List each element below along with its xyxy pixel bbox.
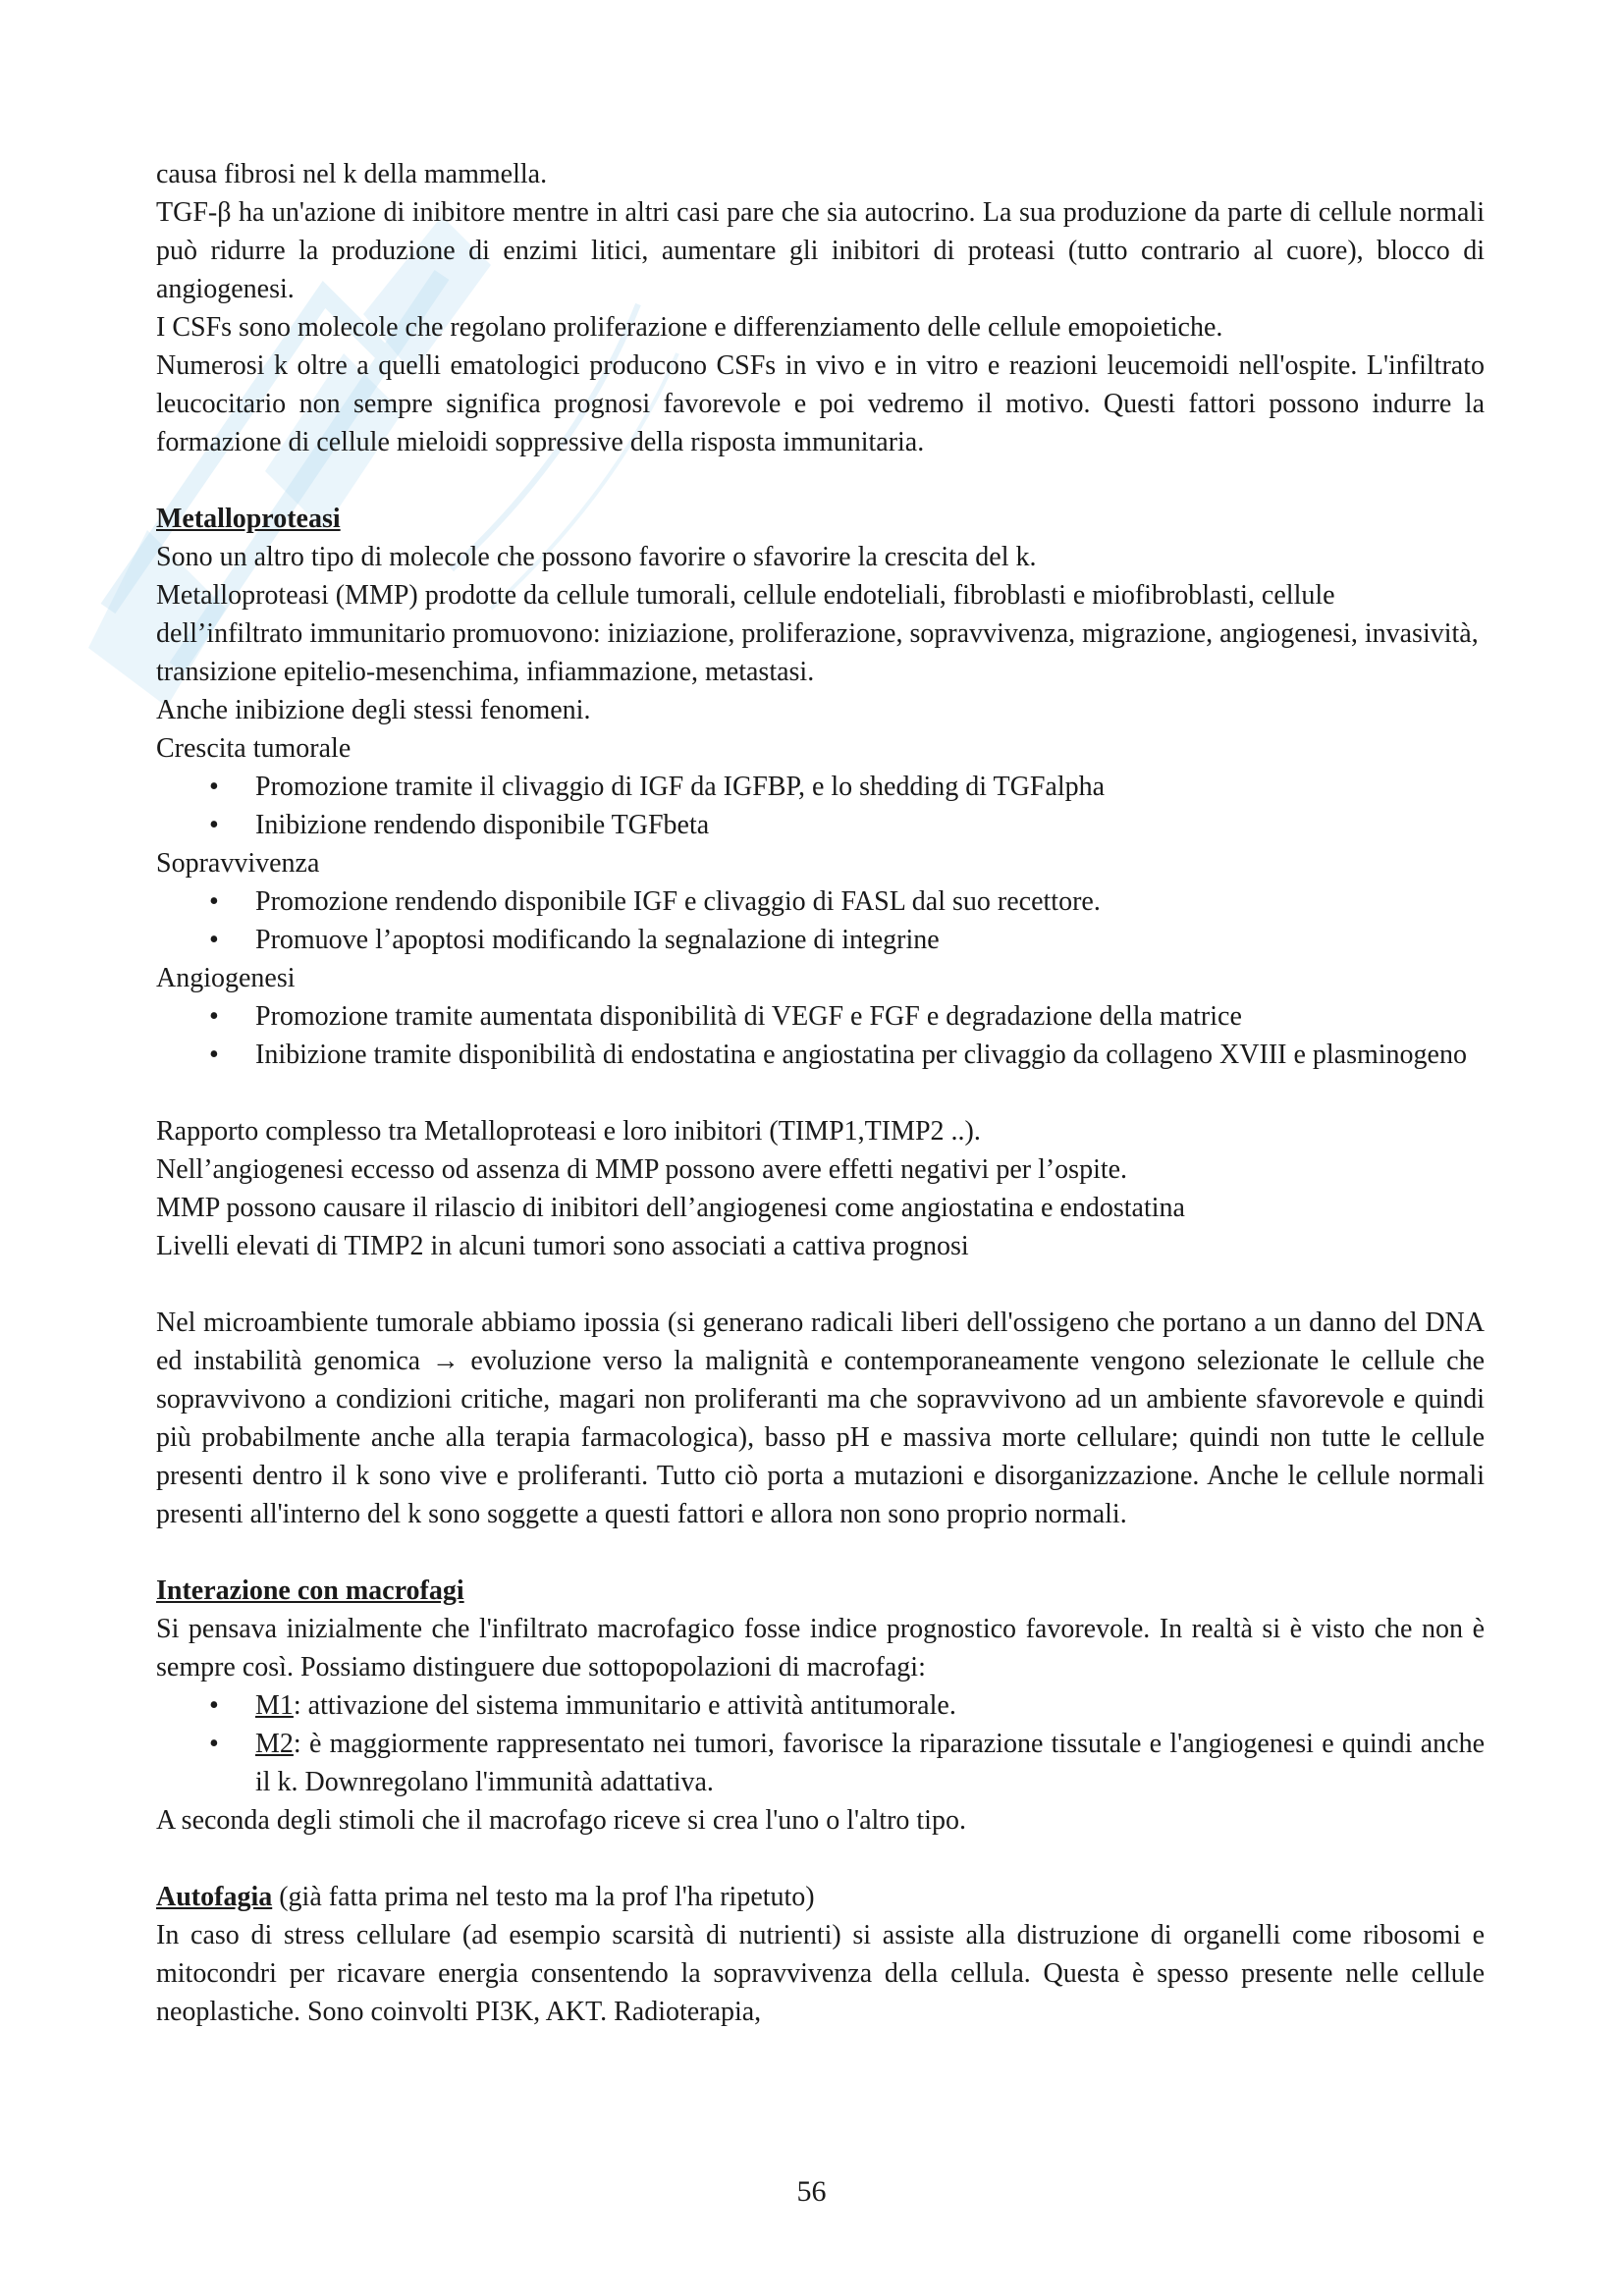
- rapporto-line-4: Livelli elevati di TIMP2 in alcuni tumori sono associati a cattiva prognosi: [156, 1231, 969, 1261]
- macrofagi-list: [156, 1686, 1485, 1801]
- bullet-icon: •: [209, 1001, 219, 1032]
- intro-tgf-paragraph: TGF-β ha un'azione di inibitore mentre in altri casi pare che sia autocrino. La sua produzione da parte di cellule normali può ridurre la produzione di enzimi litici, aumentare gli inibitori di proteasi (tutto contrario al cuore), blocco di angiogenesi.: [156, 197, 1485, 304]
- crescita-list: [156, 768, 1485, 844]
- list-item: • Promozione tramite il clivaggio di IGF da IGFBP, e lo shedding di TGFalpha: [156, 768, 1485, 806]
- subhead-angiogenesi: Angiogenesi: [156, 963, 296, 993]
- angiogenesi-list: [156, 997, 1485, 1074]
- macrofagi-paragraph-2: A seconda degli stimoli che il macrofago riceve si crea l'uno o l'altro tipo.: [156, 1805, 966, 1836]
- bullet-icon: •: [209, 810, 219, 840]
- page-number: 56: [796, 2175, 827, 2208]
- list-item: • Inibizione tramite disponibilità di endostatina e angiostatina per clivaggio da collageno XVIII e plasminogeno: [156, 1036, 1485, 1074]
- section-heading-macrofagi: Interazione con macrofagi: [156, 1575, 464, 1606]
- list-item: • Promozione tramite aumentata disponibilità di VEGF e FGF e degradazione della matrice: [156, 997, 1485, 1036]
- rapporto-line-3: MMP possono causare il rilascio di inibitori dell’angiogenesi come angiostatina e endostatina: [156, 1193, 1185, 1223]
- macrofagi-paragraph-1: Si pensava inizialmente che l'infiltrato macrofagico fosse indice prognostico favorevole. In realtà si è visto che non è sempre così. Possiamo distinguere due sottopopolazioni di macrofagi:: [156, 1614, 1485, 1682]
- intro-line-1: causa fibrosi nel k della mammella.: [156, 159, 548, 189]
- subhead-crescita: Crescita tumorale: [156, 733, 352, 764]
- metallo-paragraph-3: Anche inibizione degli stessi fenomeni.: [156, 695, 591, 725]
- rapporto-line-1: Rapporto complesso tra Metalloproteasi e loro inibitori (TIMP1,TIMP2 ..).: [156, 1116, 981, 1147]
- subhead-sopravvivenza: Sopravvivenza: [156, 848, 320, 879]
- intro-csf-paragraph: Numerosi k oltre a quelli ematologici producono CSFs in vivo e in vitro e reazioni leucemoidi nell'ospite. L'infiltrato leucocitario non sempre significa prognosi favorevole e poi vedremo il motivo. Questi fattori possono indurre la formazione di cellule mieloidi soppressive della risposta immunitaria.: [156, 350, 1485, 457]
- section-heading-autofagia: Autofagia: [156, 1882, 273, 1912]
- m1-label: M1: [255, 1690, 294, 1721]
- list-item: • M2: è maggiormente rappresentato nei tumori, favorisce la riparazione tissutale e l'angiogenesi e quindi anche il k. Downregolano l'immunità adattativa.: [156, 1725, 1485, 1801]
- section-heading-metalloproteasi: Metalloproteasi: [156, 504, 341, 534]
- list-item: • Inibizione rendendo disponibile TGFbeta: [156, 806, 1485, 844]
- metallo-paragraph-2: Metalloproteasi (MMP) prodotte da cellule tumorali, cellule endoteliali, fibroblasti e miofibroblasti, cellule dell’infiltrato immunitario promuovono: iniziazione, proliferazione, sopravvivenza, migrazione, angiogenesi, invasività, transizione epitelio-mesenchima, infiammazione, metastasi.: [156, 580, 1479, 687]
- bullet-icon: •: [209, 772, 219, 802]
- list-item: • M1: attivazione del sistema immunitario e attività antitumorale.: [156, 1686, 1485, 1725]
- m2-label: M2: [255, 1729, 294, 1759]
- autofagia-paragraph: In caso di stress cellulare (ad esempio scarsità di nutrienti) si assiste alla distruzione di organelli come ribosomi e mitocondri per ricavare energia consentendo la sopravvivenza della cellula. Questa è spesso presente nelle cellule neoplastiche. Sono coinvolti PI3K, AKT. Radioterapia,: [156, 1920, 1485, 2027]
- bullet-icon: •: [209, 1729, 219, 1759]
- bullet-icon: •: [209, 925, 219, 955]
- bullet-icon: •: [209, 886, 219, 917]
- list-item: • Promozione rendendo disponibile IGF e clivaggio di FASL dal suo recettore.: [156, 882, 1485, 921]
- sopravvivenza-list: [156, 882, 1485, 959]
- autofagia-note: (già fatta prima nel testo ma la prof l'ha ripetuto): [272, 1882, 815, 1912]
- metallo-paragraph-1: Sono un altro tipo di molecole che possono favorire o sfavorire la crescita del k.: [156, 542, 1037, 572]
- microambiente-paragraph: Nel microambiente tumorale abbiamo ipossia (si generano radicali liberi dell'ossigeno che portano a un danno del DNA ed instabilità genomica → evoluzione verso la malignità e contemporaneamente vengono selezionate le cellule che sopravvivono a condizioni critiche, magari non proliferanti ma che sopravvivono ad un ambiente sfavorevole e quindi più probabilmente anche alla terapia farmacologica), basso pH e massiva morte cellulare; quindi non tutte le cellule presenti dentro il k sono vive e proliferanti. Tutto ciò porta a mutazioni e disorganizzazione. Anche le cellule normali presenti all'interno del k sono soggette a questi fattori e allora non sono proprio normali.: [156, 1308, 1485, 1529]
- document-page: [156, 155, 1485, 2031]
- list-item: • Promuove l’apoptosi modificando la segnalazione di integrine: [156, 921, 1485, 959]
- intro-csf-line: I CSFs sono molecole che regolano proliferazione e differenziamento delle cellule emopoietiche.: [156, 312, 1223, 343]
- bullet-icon: •: [209, 1690, 219, 1721]
- autofagia-heading-line: [156, 1878, 1485, 1916]
- rapporto-line-2: Nell’angiogenesi eccesso od assenza di MMP possono avere effetti negativi per l’ospite.: [156, 1154, 1128, 1185]
- bullet-icon: •: [209, 1040, 219, 1070]
